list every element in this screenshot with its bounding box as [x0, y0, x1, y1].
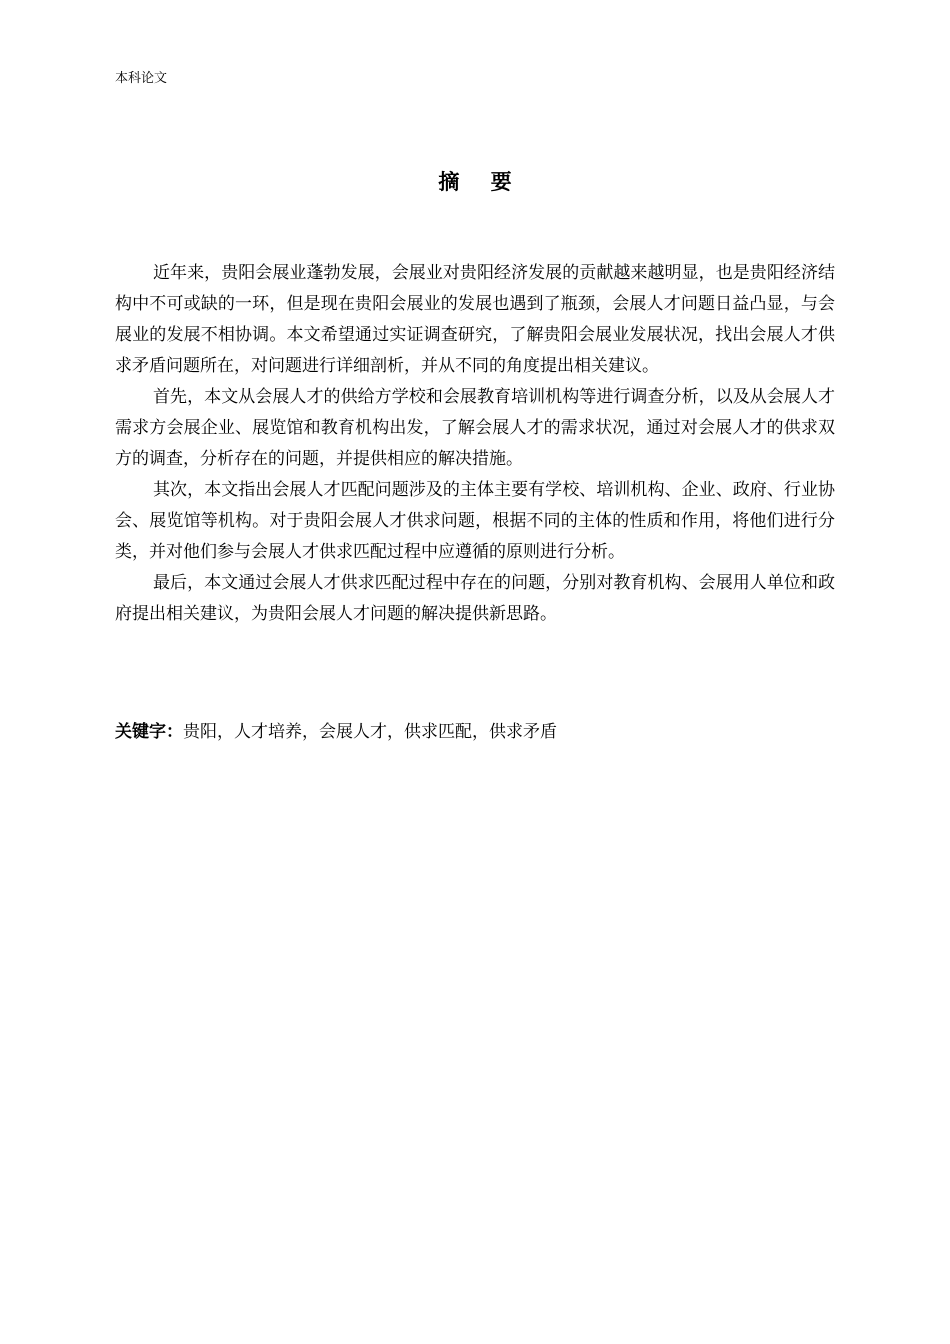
page-header: 本科论文 — [115, 71, 168, 86]
keywords-label: 关键字： — [115, 722, 183, 742]
abstract-paragraph-4: 最后，本文通过会展人才供求匹配过程中存在的问题，分别对教育机构、会展用人单位和政府提出相关建议，为贵阳会展人才问题的解决提供新思路。 — [115, 573, 835, 624]
abstract-paragraph-1: 近年来，贵阳会展业蓬勃发展，会展业对贵阳经济发展的贡献越来越明显，也是贵阳经济结构中不可或缺的一环，但是现在贵阳会展业的发展也遇到了瓶颈，会展人才问题日益凸显，与会展业的发展不相协调。本文希望通过实证调查研究，了解贵阳会展业发展状况，找出会展人才供求矛盾问题所在，对问题进行详细剖析，并从不同的角度提出相关建议。 — [115, 263, 835, 376]
abstract-paragraph-2: 首先，本文从会展人才的供给方学校和会展教育培训机构等进行调查分析，以及从会展人才需求方会展企业、展览馆和教育机构出发，了解会展人才的需求状况，通过对会展人才的供求双方的调查，分析存在的问题，并提供相应的解决措施。 — [115, 387, 835, 469]
page-title: 摘 要 — [438, 170, 524, 194]
keywords-text: 贵阳，人才培养，会展人才，供求匹配，供求矛盾 — [183, 722, 557, 742]
abstract-paragraph-3: 其次，本文指出会展人才匹配问题涉及的主体主要有学校、培训机构、企业、政府、行业协会、展览馆等机构。对于贵阳会展人才供求问题，根据不同的主体的性质和作用，将他们进行分类，并对他们参与会展人才供求匹配过程中应遵循的原则进行分析。 — [115, 480, 835, 562]
abstract-body — [115, 258, 835, 630]
keywords-line — [115, 718, 835, 746]
